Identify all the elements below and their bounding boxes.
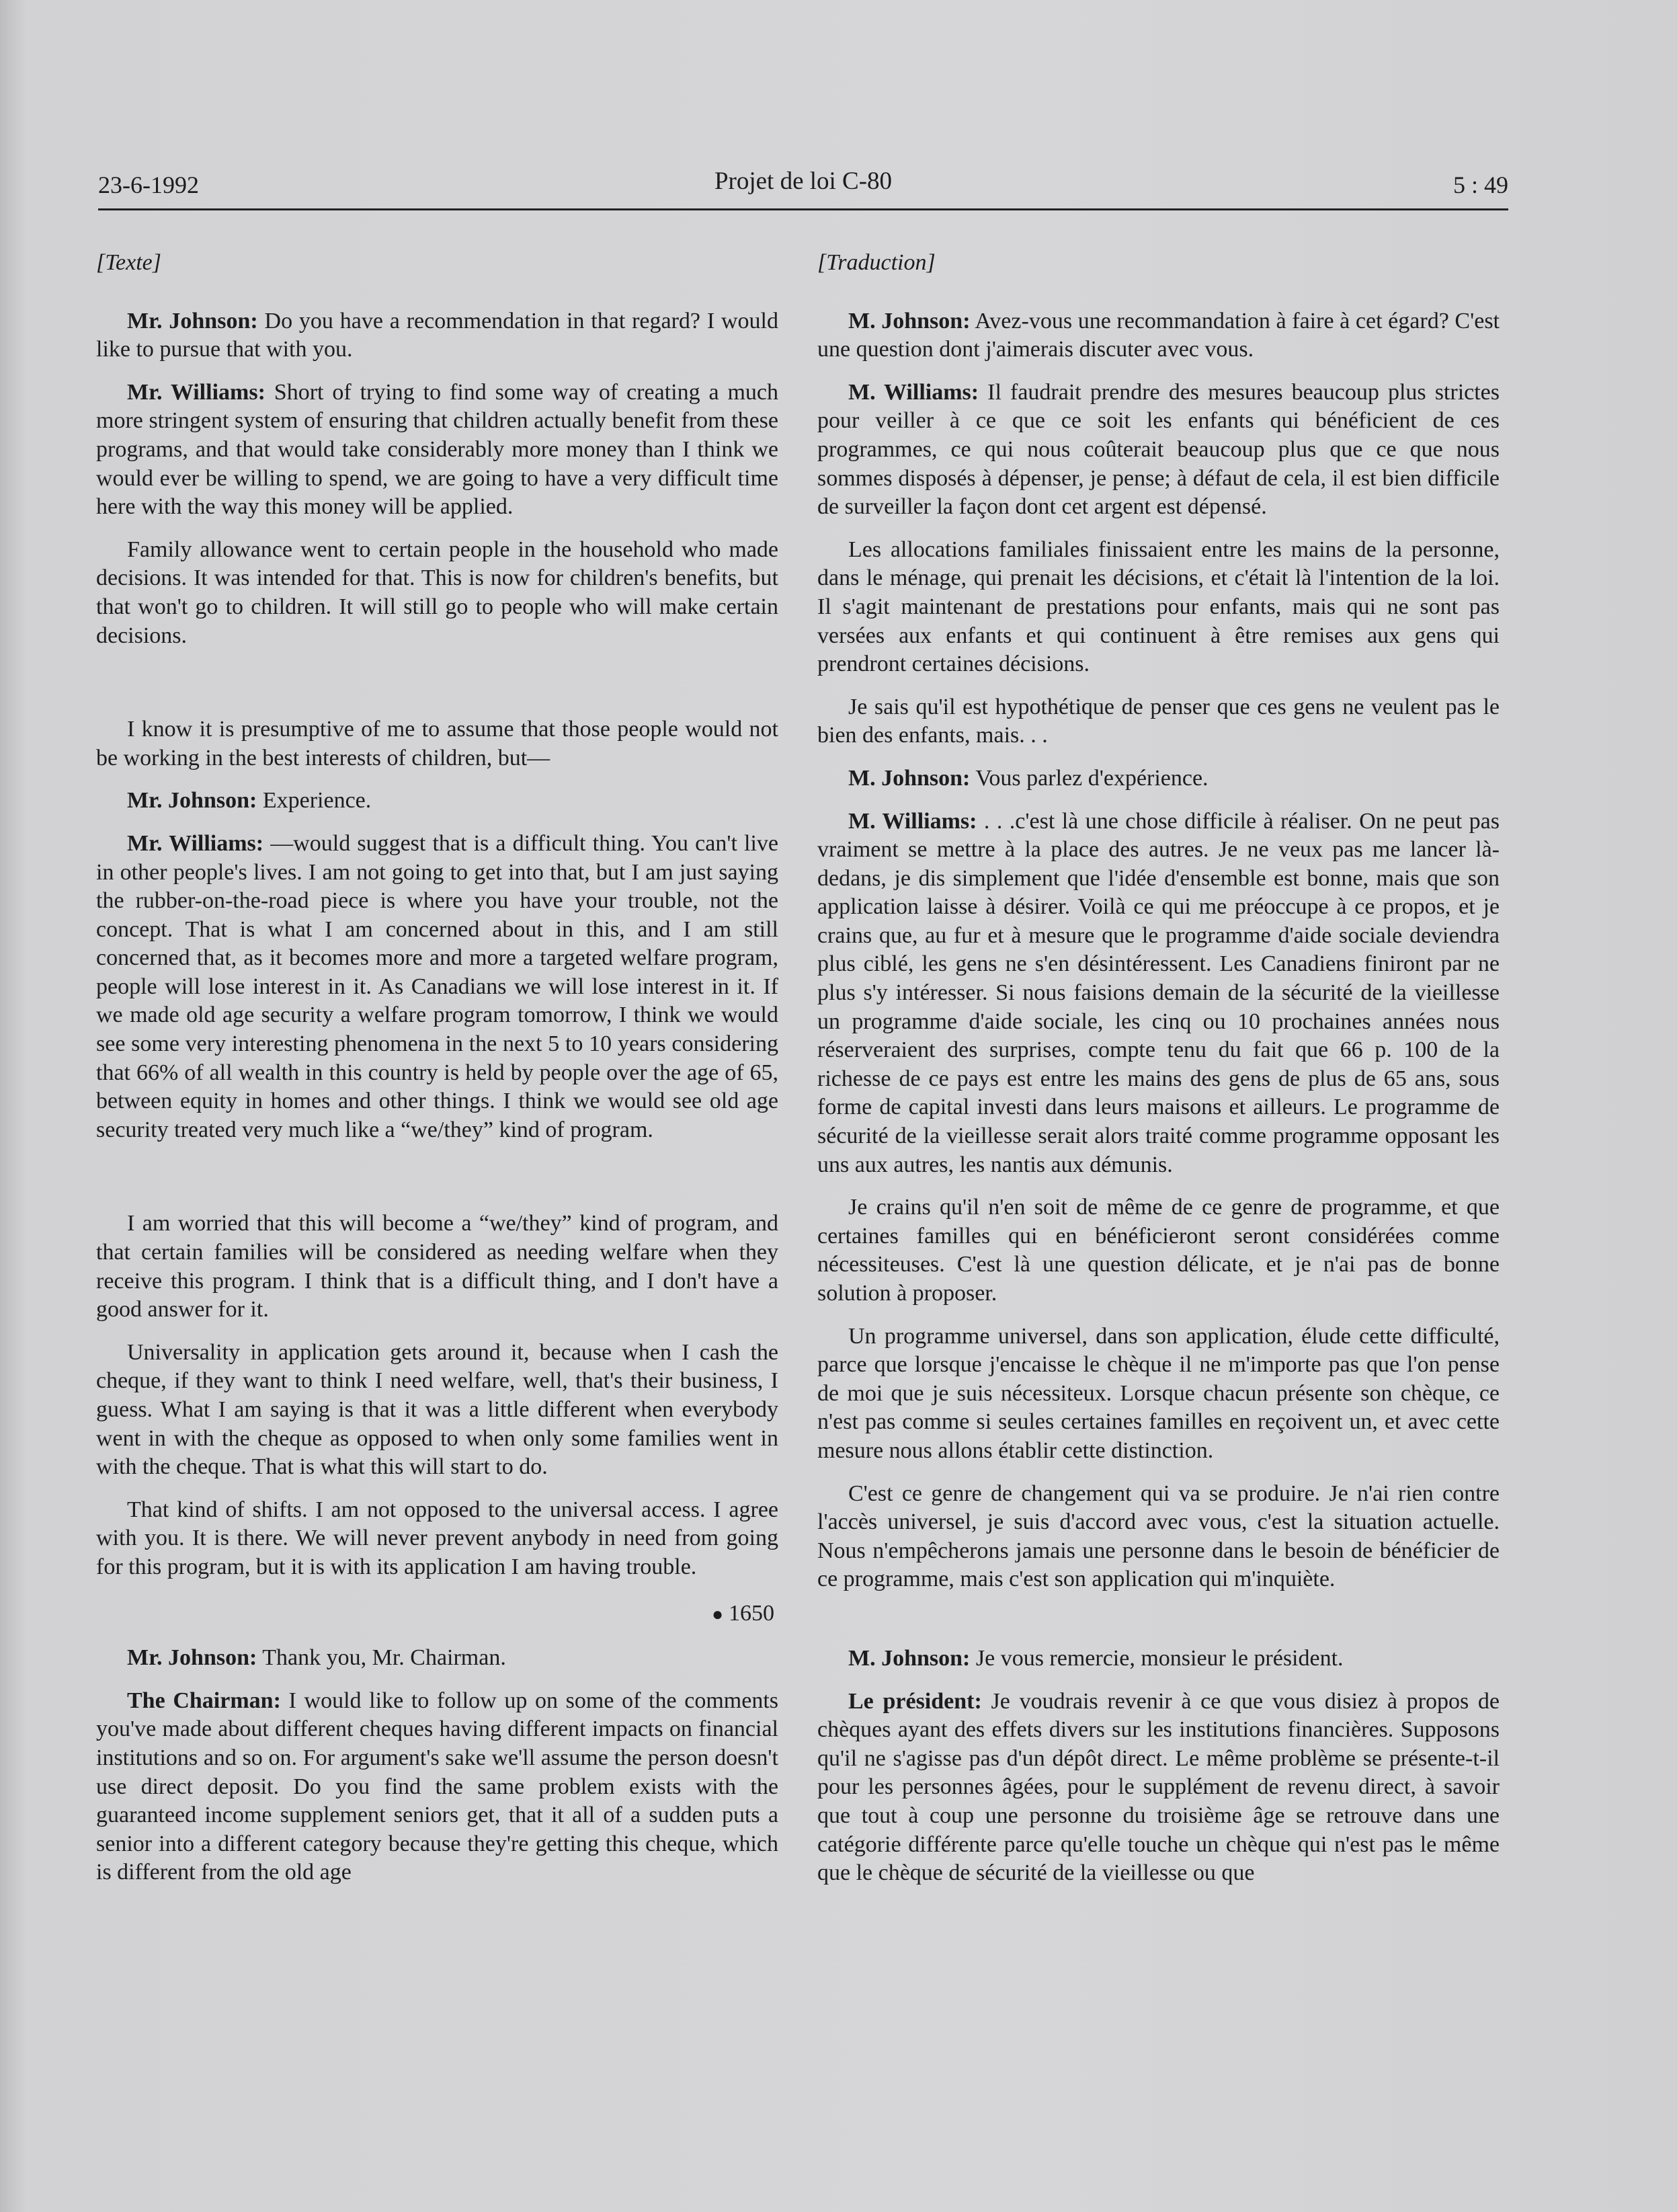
paragraph-text: Je voudrais revenir à ce que vous disiez à propos de chèques ayant des effets divers sur les institutions financières. Supposons qu'il ne s'agisse pas d'un dépôt direct. Le même problème se présente-t-il pour les personnes âgées, pour le supplément de revenu direct, à savoir que tout à coup une personne du troisième âge se retrouve dans une catégorie différente parce qu'elle touche un chèque qui n'est pas le même que le chèque de sécurité de la vieillesse ou que	[817, 1688, 1500, 1886]
paragraph-text: Il faudrait prendre des mesures beaucoup plus strictes pour veiller à ce que ce soit les enfants qui bénéficient de ces programmes, ce qui nous coûterait beaucoup plus que ce que nous sommes disposés à dépenser, je pense; à défaut de cela, il est bien difficile de surveiller la façon dont cet argent est dépensé.	[817, 379, 1500, 520]
paragraph-text: Universality in application gets around it, because when I cash the cheque, if they want to think I need welfare, well, that's their business, I guess. What I am saying is that it was a little different when everybody went in with the cheque as opposed to when only some families went in with the cheque. That is what this will start to do.	[96, 1339, 778, 1480]
column-gap	[96, 1158, 778, 1210]
speaker-name: M. Williams:	[848, 379, 979, 405]
header-page-number: 5 : 49	[1453, 171, 1508, 198]
paragraph-text: Do you have a recommendation in that regard? I would like to pursue that with you.	[96, 308, 779, 362]
speaker-name: Mr. Williams:	[127, 830, 264, 856]
page-header	[98, 167, 1508, 210]
paragraph	[96, 830, 778, 1145]
paragraph-text: Les allocations familiales finissaient entre les mains de la personne, dans le ménage, qui prenait les décisions, et c'était là l'intention de la loi. Il s'agit maintenant de prestations pour enfants, mais qui ne sont pas versées aux enfants et qui continuent à être remises aux gens qui prendront certaines décisions.	[817, 537, 1500, 677]
timestamp-marker	[96, 1599, 774, 1630]
header-title: Projet de loi C-80	[714, 167, 893, 195]
paragraph-text: Je sais qu'il est hypothétique de penser que ces gens ne veulent pas le bien des enfants, mais. . .	[817, 694, 1500, 748]
header-date: 23-6-1992	[98, 171, 199, 198]
paragraph	[817, 307, 1500, 364]
paragraph	[817, 1193, 1500, 1308]
paragraph	[817, 1322, 1500, 1466]
paragraph-text: Family allowance went to certain people in the household who made decisions. It was intended for that. This is now for children's benefits, but that won't go to children. It will still go to people who will make certain decisions.	[96, 537, 778, 648]
paragraph	[96, 1496, 778, 1582]
paragraph	[817, 379, 1500, 522]
paragraph	[96, 1210, 778, 1324]
paragraph-text: Je crains qu'il n'en soit de même de ce genre de programme, et que certaines familles qui en bénéficieront seront considérées comme nécessiteuses. C'est là une question délicate, et je n'ai pas de bonne solution à proposer.	[817, 1195, 1500, 1306]
paragraph-text: . . .c'est là une chose difficile à réaliser. On ne peut pas vraiment se mettre à la place des autres. Je ne veux pas me lancer là-dedans, je dis simplement que l'idée d'ensemble est bonne, mais que son application laisse à désirer. Voilà ce qui me préoccupe à ce propos, et je crains que, au fur et à mesure que le programme d'aide sociale deviendra plus ciblé, les gens ne s'en désintéressent. Les Canadiens finiront par ne plus s'y intéresser. Si nous faisions demain de la sécurité de la vieillesse un programme d'aide sociale, les cinq ou 10 prochaines années nous réserveraient des surprises, compte tenu du fait que 66 p. 100 de la richesse de ce pays est entre les mains des gens de plus de 65 ans, sous forme de capital investi dans leurs maisons et ailleurs. Le programme de sécurité de la vieillesse serait alors traité comme programme opposant les uns aux autres, les nantis aux démunis.	[817, 808, 1500, 1177]
speaker-name: The Chairman:	[127, 1688, 281, 1713]
column-gap	[817, 1608, 1500, 1645]
speaker-name: M. Williams:	[848, 808, 977, 834]
speaker-name: Mr. Johnson:	[127, 788, 257, 814]
paragraph	[96, 787, 778, 816]
paragraph	[817, 693, 1500, 750]
speaker-name: Le président:	[848, 1688, 982, 1714]
paragraph	[96, 536, 778, 650]
paragraph-text: Je vous remercie, monsieur le président.	[970, 1645, 1344, 1671]
traduction-label: [Traduction]	[817, 250, 936, 275]
speaker-name: M. Johnson:	[848, 765, 971, 791]
paragraph	[96, 379, 778, 522]
paragraph-text: I would like to follow up on some of the comments you've made about different cheques having different impacts on financial institutions and so on. For argument's sake we'll assume the person doesn't use direct deposit. Do you find the same problem exists with the guaranteed income supplement seniors get, that it all of a sudden puts a senior into a different category because they're getting this cheque, which is different from the old age	[96, 1688, 778, 1885]
column-gap	[96, 664, 778, 715]
paragraph-text: Un programme universel, dans son application, élude cette difficulté, parce que lorsque j'encaisse le chèque il ne m'importe pas que l'on pense de moi que je suis nécessiteux. Lorsque chacun présente son chèque, ce n'est pas comme si seules certaines familles en reçoivent un, et avec cette mesure nous allons établir cette distinction.	[817, 1323, 1500, 1463]
english-column	[96, 249, 778, 1901]
paragraph-text: I know it is presumptive of me to assume that those people would not be working in the best interests of children, but—	[96, 717, 778, 771]
timestamp: 1650	[729, 1600, 774, 1626]
paragraph-text: Avez-vous une recommandation à faire à cet égard? C'est une question dont j'aimerais discuter avec vous.	[817, 308, 1500, 362]
paragraph-text: C'est ce genre de changement qui va se produire. Je n'ai rien contre l'accès universel, je suis d'accord avec vous, c'est la situation actuelle. Nous n'empêcherons jamais une personne dans le besoin de bénéficier de ce programme, mais c'est son application qui m'inquiète.	[817, 1480, 1500, 1592]
speaker-name: Mr. Johnson:	[127, 308, 258, 333]
paragraph-text: Thank you, Mr. Chairman.	[257, 1645, 506, 1671]
paragraph	[817, 536, 1500, 679]
paragraph	[96, 1644, 778, 1673]
speaker-name: Mr. Johnson:	[127, 1645, 257, 1671]
speaker-name: M. Johnson:	[848, 308, 971, 333]
paragraph	[817, 1688, 1500, 1888]
paragraph-text: —would suggest that is a difficult thing. You can't live in other people's lives. I am not going to get into that, but I am just saying the rubber-on-the-road piece is where you have your trouble, not the concept. That is what I am concerned about in this, and I am still concerned that, as it becomes more and more a targeted welfare program, people will lose interest in it. As Canadians we will lose interest in it. If we made old age security a welfare program tomorrow, I think we would see some very interesting phenomena in the next 5 to 10 years considering that 66% of all wealth in this country is held by people over the age of 65, between equity in homes and other things. I think we would see old age security treated very much like a “we/they” kind of program.	[96, 830, 778, 1142]
paragraph-text: Short of trying to find some way of creating a much more stringent system of ensuring that children actually benefit from these programs, and that would take considerably more money than I think we would ever be willing to spend, we are going to have a very difficult time here with the way this money will be applied.	[96, 379, 778, 520]
paragraph-text: That kind of shifts. I am not opposed to the universal access. I agree with you. It is there. We will never prevent anybody in need from going for this program, but it is with its application I am having trouble.	[96, 1497, 778, 1579]
french-column	[817, 249, 1500, 1902]
paragraph-text: I am worried that this will become a “we/they” kind of program, and that certain families will be considered as needing welfare when they receive this program. I think that is a difficult thing, and I don't have a good answer for it.	[96, 1211, 778, 1322]
paragraph	[96, 1339, 778, 1482]
paragraph	[817, 764, 1500, 793]
speaker-name: M. Johnson:	[848, 1645, 971, 1671]
paragraph	[96, 715, 778, 773]
paragraph	[817, 807, 1500, 1180]
paragraph	[96, 1687, 778, 1887]
paragraph	[817, 1645, 1500, 1673]
texte-label: [Texte]	[96, 250, 161, 275]
paragraph	[817, 1480, 1500, 1594]
bullet-icon: ●	[712, 1604, 723, 1625]
paragraph	[96, 307, 778, 364]
paragraph-text: Vous parlez d'expérience.	[970, 765, 1209, 791]
paragraph-text: Experience.	[257, 788, 372, 814]
speaker-name: Mr. Williams:	[127, 379, 265, 405]
